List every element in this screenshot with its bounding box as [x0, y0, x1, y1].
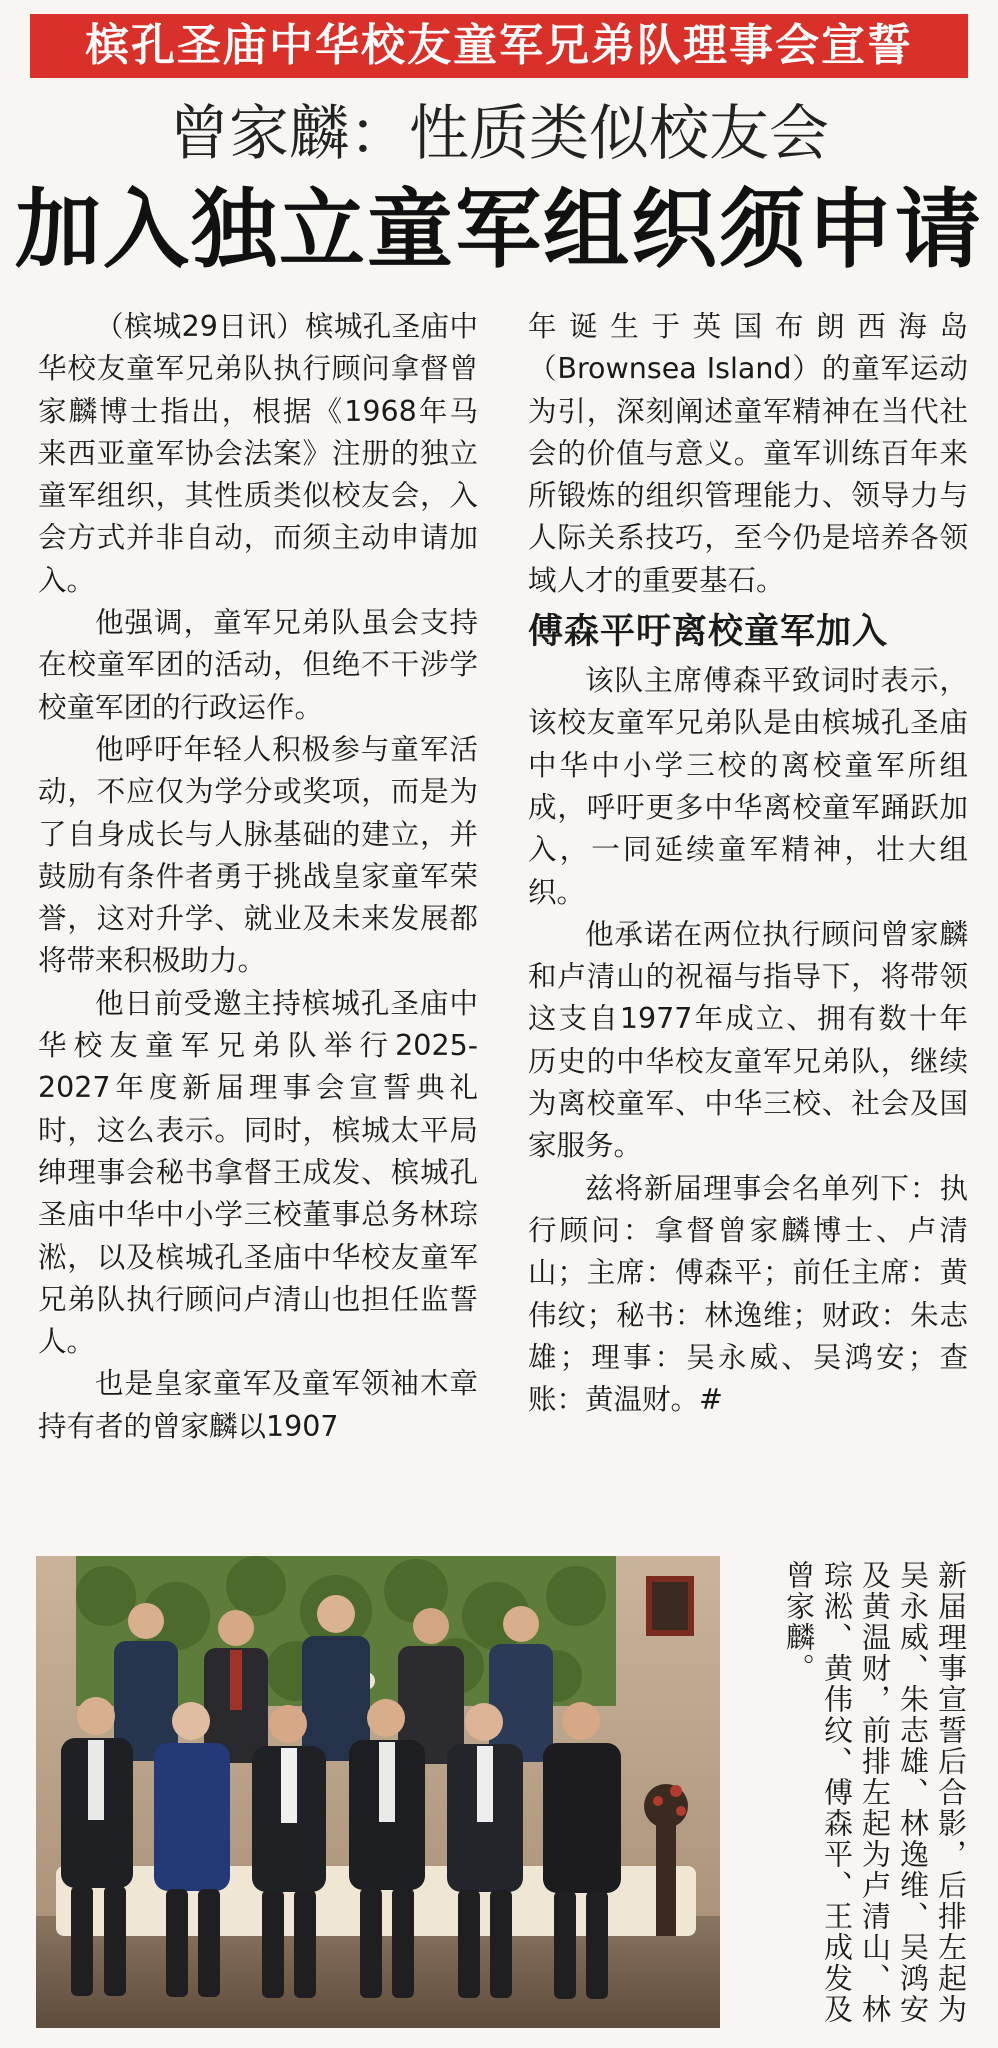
group-photo [36, 1556, 720, 2028]
paragraph: 他日前受邀主持槟城孔圣庙中华校友童军兄弟队举行2025-2027年度新届理事会宣誓典礼时，这么表示。同时，槟城太平局绅理事会秘书拿督王成发、槟城孔圣庙中华中小学三校董事总务林琮淞，以及槟城孔圣庙中华校友童军兄弟队执行顾问卢清山也担任监誓人。 [38, 986, 478, 1359]
subheadline: 曾家麟：性质类似校友会 [169, 99, 829, 169]
paragraph: 他承诺在两位执行顾问曾家麟和卢清山的祝福与指导下，将带领这支自1977年成立、拥有数十年历史的中华校友童军兄弟队，继续为离校童军、中华三校、社会及国家服务。 [528, 917, 968, 1163]
paragraph: 也是皇家童军及童军领袖木章持有者的曾家麟以1907 [38, 1367, 478, 1443]
kicker-banner: 槟孔圣庙中华校友童军兄弟队理事会宣誓 [30, 14, 968, 78]
paragraph: 他呼吁年轻人积极参与童军活动，不应仅为学分或奖项，而是为了自身成长与人脉基础的建立，并鼓励有条件者勇于挑战皇家童军荣誉，这对升学、就业及未来发展都将带来积极助力。 [38, 732, 478, 978]
section-subheading: 傅森平吁离校童军加入 [528, 612, 889, 653]
headline: 加入独立童军组织须申请 [15, 180, 983, 280]
paragraph: 他强调，童军兄弟队虽会支持在校童军团的活动，但绝不干涉学校童军团的行政运作。 [38, 606, 478, 724]
photo-caption: 新届理事宣誓后合影，后排左起为吴永威、朱志雄、林逸维、吴鸿安及黄温财，前排左起为卢清山、林琮淞、黄伟纹、傅森平、王成发及曾家麟。 [782, 1560, 968, 2025]
paragraph: 该队主席傅森平致词时表示，该校友童军兄弟队是由槟城孔圣庙中华中小学三校的离校童军所组成，呼吁更多中华离校童军踊跃加入，一同延续童军精神，壮大组织。 [528, 664, 968, 909]
paragraph: （槟城29日讯）槟城孔圣庙中华校友童军兄弟队执行顾问拿督曾家麟博士指出，根据《1968年马来西亚童军协会法案》注册的独立童军组织，其性质类似校友会，入会方式并非自动，而须主动申请加入。 [38, 310, 478, 597]
paragraph: 兹将新届理事会名单列下：执行顾问：拿督曾家麟博士、卢清山；主席：傅森平；前任主席：黄伟纹；秘书：林逸维；财政：朱志雄；理事：吴永威、吴鸿安；查账：黄温财。# [528, 1171, 968, 1417]
paragraph-continued: 年诞生于英国布朗西海岛（Brownsea Island）的童军运动为引，深刻阐述童军精神在当代社会的价值与意义。童军训练百年来所锻炼的组织管理能力、领导力与人际关系技巧，至今仍是培养各领域人才的重要基石。 [528, 310, 968, 597]
article-column-right [528, 306, 968, 1421]
article-column-left [38, 306, 478, 1448]
